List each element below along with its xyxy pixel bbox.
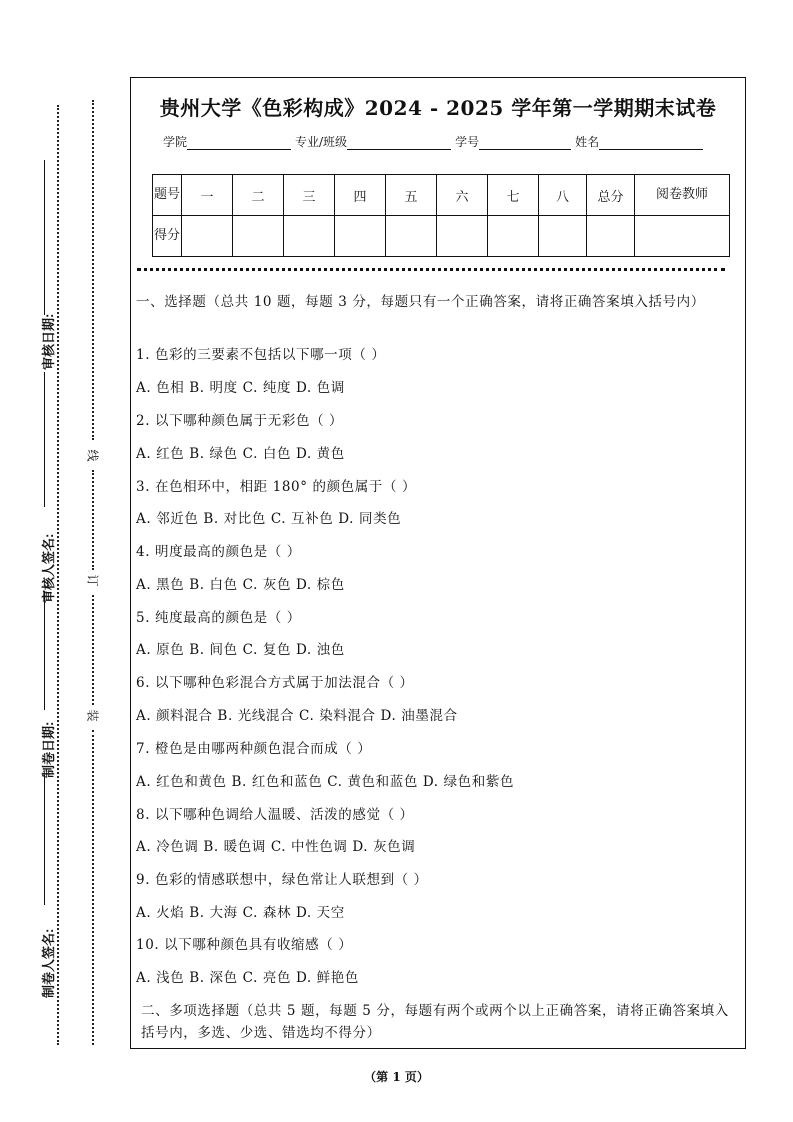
score-col-1: 一 xyxy=(182,175,233,216)
field-major-label: 专业/班级 xyxy=(295,135,348,149)
question-5: 5. 纯度最高的颜色是（ ） xyxy=(136,610,301,626)
reviewer-sign-label: 审核人签名: xyxy=(41,533,56,603)
binding-dotted-line-2 xyxy=(92,470,94,570)
score-col-3: 三 xyxy=(284,175,335,216)
answer-options-8: A. 冷色调 B. 暖色调 C. 中性色调 D. 灰色调 xyxy=(136,839,416,855)
answer-options-6: A. 颜料混合 B. 光线混合 C. 染料混合 D. 油墨混合 xyxy=(136,708,458,724)
question-number-header: 题号 xyxy=(153,175,182,216)
answer-options-1: A. 色相 B. 明度 C. 纯度 D. 色调 xyxy=(136,380,345,396)
answer-options-3: A. 邻近色 B. 对比色 C. 互补色 D. 同类色 xyxy=(136,511,402,527)
score-row-header: 得分 xyxy=(153,216,182,257)
binding-dotted-line-1 xyxy=(92,100,94,440)
reviewer-sign-line xyxy=(44,372,45,507)
score-col-total: 总分 xyxy=(587,175,635,216)
question-9: 9. 色彩的情感联想中，绿色常让人联想到（ ） xyxy=(136,872,428,888)
binding-dotted-line-3 xyxy=(92,595,94,705)
maker-date-label: 制卷日期: xyxy=(41,721,56,778)
binding-mark-line: 线 xyxy=(85,449,100,462)
score-col-8: 八 xyxy=(539,175,587,216)
maker-sign-line xyxy=(44,775,45,905)
question-2: 2. 以下哪种颜色属于无彩色（ ） xyxy=(136,413,344,429)
section1-heading: 一、选择题（总共 10 题，每题 3 分，每题只有一个正确答案，请将正确答案填入括号内） xyxy=(136,294,705,310)
score-cell[interactable] xyxy=(587,216,635,257)
question-4: 4. 明度最高的颜色是（ ） xyxy=(136,544,301,560)
student-id-field[interactable] xyxy=(479,135,571,150)
exam-frame xyxy=(130,77,746,1049)
field-name-label: 姓名 xyxy=(575,135,600,149)
answer-options-5: A. 原色 B. 间色 C. 复色 D. 浊色 xyxy=(136,642,345,658)
answer-options-9: A. 火焰 B. 大海 C. 森林 D. 天空 xyxy=(136,905,345,921)
score-cell[interactable] xyxy=(635,216,730,257)
answer-options-7: A. 红色和黄色 B. 红色和蓝色 C. 黄色和蓝色 D. 绿色和紫色 xyxy=(136,774,515,790)
maker-date-line xyxy=(44,592,45,710)
student-info-row xyxy=(163,133,707,150)
page-number: （第 1 页） xyxy=(364,1070,429,1084)
exam-title: 贵州大学《色彩构成》2024 - 2025 学年第一学期期末试卷 xyxy=(159,96,717,120)
score-col-2: 二 xyxy=(233,175,284,216)
score-cell[interactable] xyxy=(488,216,539,257)
major-class-field[interactable] xyxy=(347,135,451,150)
question-8: 8. 以下哪种色调给人温暖、活泼的感觉（ ） xyxy=(136,807,414,823)
score-cell[interactable] xyxy=(233,216,284,257)
maker-sign-label: 制卷人签名: xyxy=(41,928,56,998)
binding-mark-bind: 订 xyxy=(85,574,100,587)
section2-heading: 二、多项选择题（总共 5 题，每题 5 分，每题有两个或两个以上正确答案，请将正确答案填入括号内，多选、少选、错选均不得分） xyxy=(141,1003,729,1041)
answer-options-4: A. 黑色 B. 白色 C. 灰色 D. 棕色 xyxy=(136,577,345,593)
score-cell[interactable] xyxy=(386,216,437,257)
score-cell[interactable] xyxy=(335,216,386,257)
score-col-7: 七 xyxy=(488,175,539,216)
score-cell[interactable] xyxy=(437,216,488,257)
question-10: 10. 以下哪种颜色具有收缩感（ ） xyxy=(136,937,353,953)
answer-options-10: A. 浅色 B. 深色 C. 亮色 D. 鲜艳色 xyxy=(136,970,359,986)
college-field[interactable] xyxy=(187,135,291,150)
answer-options-2: A. 红色 B. 绿色 C. 白色 D. 黄色 xyxy=(136,446,345,462)
name-field[interactable] xyxy=(599,135,703,150)
question-1: 1. 色彩的三要素不包括以下哪一项（ ） xyxy=(136,347,386,363)
dotted-separator xyxy=(137,268,725,271)
score-table xyxy=(152,174,730,257)
question-6: 6. 以下哪种色彩混合方式属于加法混合（ ） xyxy=(136,675,414,691)
score-cell[interactable] xyxy=(284,216,335,257)
score-col-5: 五 xyxy=(386,175,437,216)
score-cell[interactable] xyxy=(539,216,587,257)
binding-dotted-line-outer xyxy=(57,105,59,1045)
binding-mark-seal: 装 xyxy=(85,709,100,722)
question-3: 3. 在色相环中，相距 180° 的颜色属于（ ） xyxy=(136,479,417,495)
reviewer-date-label: 审核日期: xyxy=(41,313,56,370)
score-col-grader: 阅卷教师 xyxy=(635,175,730,216)
binding-dotted-line-4 xyxy=(92,730,94,1045)
field-id-label: 学号 xyxy=(455,135,480,149)
score-col-6: 六 xyxy=(437,175,488,216)
score-col-4: 四 xyxy=(335,175,386,216)
field-college-label: 学院 xyxy=(163,135,188,149)
question-7: 7. 橙色是由哪两种颜色混合而成（ ） xyxy=(136,741,372,757)
score-cell[interactable] xyxy=(182,216,233,257)
